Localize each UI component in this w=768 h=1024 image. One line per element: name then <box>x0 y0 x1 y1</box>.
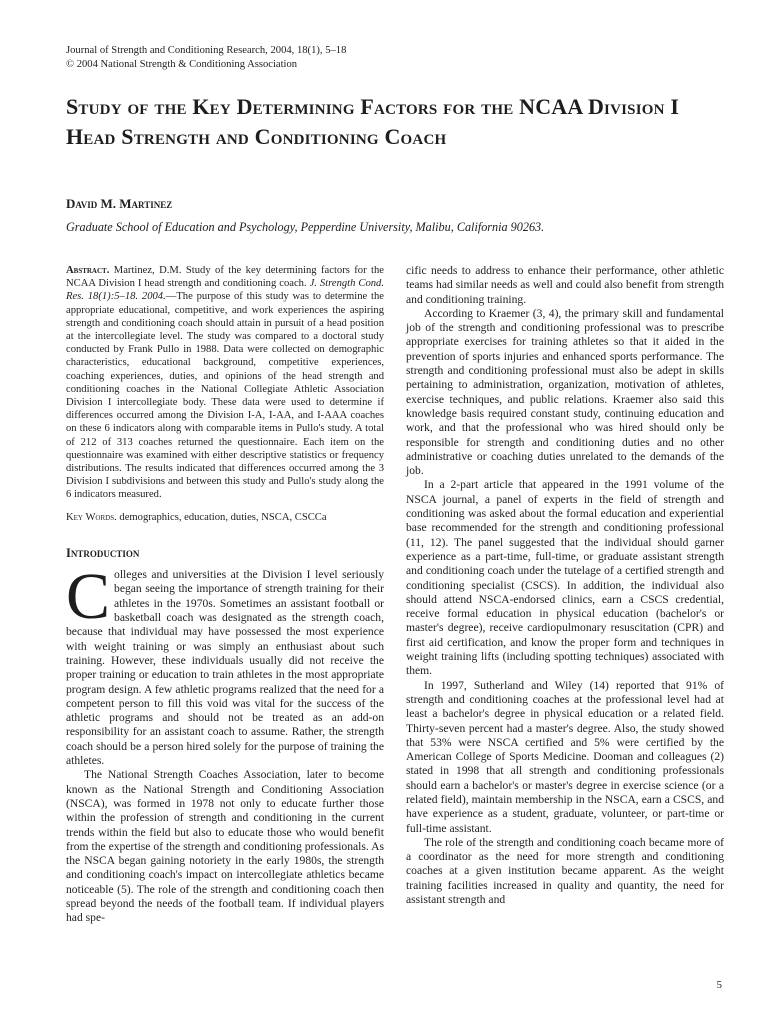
intro-paragraph-2: The National Strength Coaches Association, later to become known as the National Strength and Conditioning Association (NSCA), was formed in 1978 not only to educate further those within the profession of strength and conditioning in the current trends within the field but also to educate those who would benefit from the expertise of the strength and conditioning professionals. As the NSCA began gaining notoriety in the early 1980s, the strength and conditioning coach's impact on intercollegiate athletics became noticeable (5). The role of the strength and conditioning coach then spread beyond the needs of the football team. If individual players had spe- <box>66 768 384 925</box>
keywords <box>66 511 384 524</box>
drop-cap: C <box>66 560 111 634</box>
abstract-text: —The purpose of this study was to determine the appropriate educational, competitive, and work experiences the aspiring strength and conditioning coach should attain in pursuit of a head position at the intercollegiate level. The study was compared to a doctoral study conducted by Frank Pullo in 1988. Data were collected on demographic characteristics, educational background, competitive experiences, coaching experiences, duties, and opinions of the head strength and conditioning coaches in the National Collegiate Athletic Association Division I intercollegiate body. These data were used to determine if differences occurred among the Division I-A, I-AA, and I-AAA coaches on these 6 indicators along with comparable items in Pullo's study. A total of 212 of 313 coaches returned the questionnaire. Each item on the questionnaire was examined with either descriptive statistics or frequency distributions. The results indicated that differences occurred among the 3 Division I subdivisions and between this study and Pullo's study along the 6 indicators measured. <box>66 291 384 501</box>
abstract <box>66 264 384 502</box>
intro-paragraph-1 <box>66 560 384 768</box>
abstract-label: Abstract. <box>66 265 110 276</box>
keywords-label: Key Words. <box>66 511 117 523</box>
paragraph-role: The role of the strength and conditioning coach became more of a coordinator as the need for more strength and conditioning coaches at a given institution became apparent. As the weight training facilities increased in quality and quantity, the need for assistant strength and <box>406 835 724 907</box>
journal-citation-line: Journal of Strength and Conditioning Research, 2004, 18(1), 5–18 <box>66 45 347 56</box>
copyright-line: © 2004 National Strength & Conditioning Association <box>66 59 298 70</box>
intro-paragraph-1-text: olleges and universities at the Division I level seriously began seeing the importance of strength training for their athletes in the 1970s. Sometimes an assistant football or basketball coach was designated as the strength coach, because that individual may have possessed the most experience with weight training or was simply an enthusiast about such training. However, these individuals usually did not receive the proper training or education to train athletes in the most appropriate program design. A few athletic programs realized that the need for a competent person to fill this void was vital for the success of the athletic programs and should not be treated as an add-on responsibility for an assistant coach to assume. Rather, the strength coach should be a person hired solely for the purpose of training the athletes. <box>66 568 384 768</box>
paragraph-1997: In 1997, Sutherland and Wiley (14) reported that 91% of strength and conditioning coaches at the professional level had at least a bachelor's degree in physical education or a related field. Thirty-seven percent had a master's degree. Also, the study showed that 53% were NSCA certified and 5% were certified by the American College of Sports Medicine. Dooman and colleagues (2) stated in 1998 that all strength and conditioning professionals should earn a bachelor's or master's degree in exercise science (or a related field), maintain membership in the NSCA, earn a CSCS, and have experience as a student, graduate, volunteer, or part-time or full-time assistant. <box>406 678 724 835</box>
journal-header <box>66 44 346 72</box>
article-title: Study of the Key Determining Factors for the NCAA Division I Head Strength and Conditioning Coach <box>66 94 680 149</box>
author-name: David M. Martinez <box>66 196 173 211</box>
author-affiliation: Graduate School of Education and Psychology, Pepperdine University, Malibu, California 90263. <box>66 220 545 234</box>
introduction-heading: Introduction <box>66 545 140 560</box>
abstract-citation: Martinez, D.M. Study of the key determining factors for the NCAA Division I head strength and conditioning coach. <box>66 265 384 290</box>
right-column <box>406 264 724 907</box>
paragraph-kraemer: According to Kraemer (3, 4), the primary skill and fundamental job of the strength and conditioning professional was to prescribe appropriate exercises for training athletes so that it aided in the prevention of sports injuries and enhanced sports performance. The strength and conditioning professional must also be adept in skills pertaining to administration, organization, motivation of athletes, exercise techniques, and public relations. Kraemer also said this knowledge basis required constant study, continuing education and work, and that the professional who was hired should only be responsible for strength and conditioning duties and no other administrative or coaching duties unrelated to the demands of the job. <box>406 306 724 478</box>
abstract-journal-ref: J. Strength Cond. Res. 18(1):5–18. 2004. <box>66 278 385 303</box>
left-column <box>66 264 384 926</box>
page-number: 5 <box>716 979 722 991</box>
paragraph-1991: In a 2-part article that appeared in the 1991 volume of the NSCA journal, a panel of experts in the field of strength and conditioning was asked about the formal education and experiential base recommended for the strength and conditioning professional (11, 12). The panel suggested that the individual should garner experience as a part-time, full-time, or graduate assistant strength and conditioning coach under the tutelage of a certified strength and conditioning specialist (CSCS). In addition, the individual also should attend NSCA-endorsed clinics, earn a CSCS credential, receive formal education in physical education (bachelor's or master's degree), receive cardiopulmonary resuscitation (CPR) and first aid certification, and know the proper form and techniques in weight training lifts (including spotting techniques) associated with them. <box>406 478 724 678</box>
keywords-text: demographics, education, duties, NSCA, CSCCa <box>116 511 327 523</box>
continued-paragraph: cific needs to address to enhance their performance, other athletic teams had similar needs as well and could also benefit from strength and conditioning training. <box>406 264 724 306</box>
